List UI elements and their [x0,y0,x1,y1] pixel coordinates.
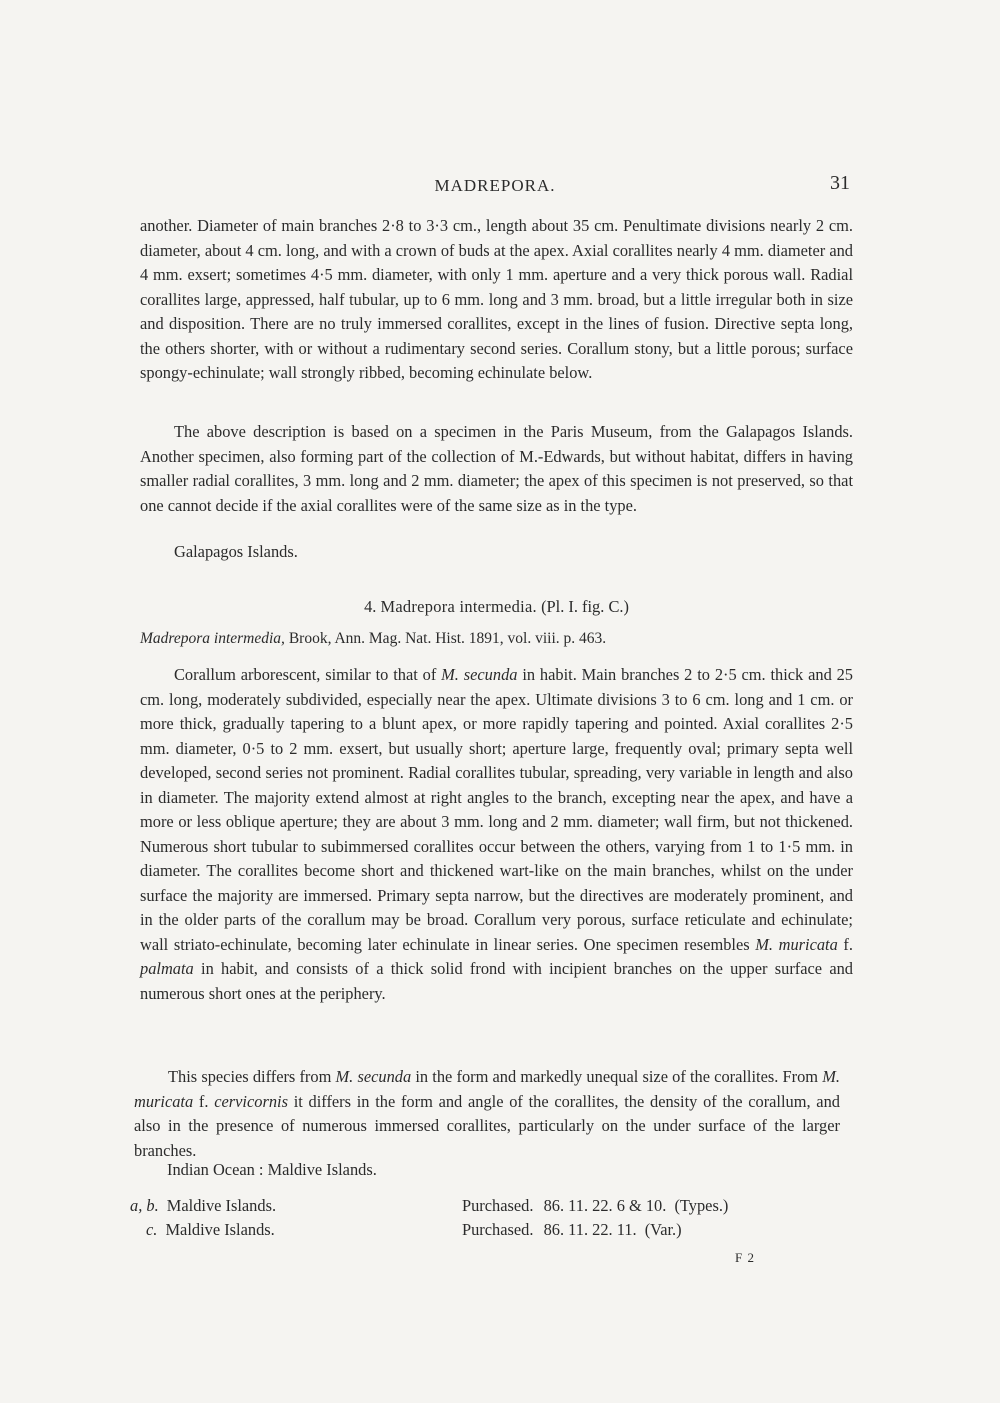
paragraph-description [140,663,853,1006]
page-number: 31 [830,172,850,194]
specimen-status: Purchased. [462,1220,534,1239]
desc-text-f: f. [843,934,853,954]
desc-text-3: in habit, and consists of a thick solid frond with incipient branches on the upper surface and numerous short ones at the periphery. [140,959,853,1003]
specimen-label: a, b. [130,1196,159,1215]
desc-taxon-3: palmata [140,959,194,978]
page-header [140,172,850,202]
specimen-status: Purchased. [462,1196,534,1215]
desc-text-1: Corallum arborescent, similar to that of [174,665,437,684]
specimen-note: (Var.) [644,1220,682,1239]
synonymy [140,630,606,648]
species-name: Madrepora intermedia. [380,597,537,616]
desc-text-2: in habit. Main branches 2 to 2·5 cm. thick and 25 cm. long, moderately subdivided, especially near the apex. Ultimate divisions 3 to 6 cm. long and 1 cm. or more thick, gradually tapering to a blunt apex, or more rapidly tapering and pointed. Axial corallites 2·5 mm. diameter, 0·5 to 2 mm. exsert, but usually short; aperture large, frequently oval; primary septa well developed, second series not prominent. Radial corallites tubular, spreading, very variable in length and also in diameter. The majority extend almost at right angles to the branch, excepting near the apex, and have a more or less oblique aperture; they are about 3 mm. long and 2 mm. diameter; wall firm, but not thickened. Numerous short tubular to subimmersed corallites occur between the others, varying from 1 to 1·5 mm. in diameter. The corallites become short and thickened wart-like on the main branches, whilst on the under surface the majority are immersed. Primary septa narrow, but the directives are moderately prominent, and in the older parts of the corallum may be broad. Corallum very porous, surface reticulate and echinulate; wall striato-echinulate, becoming later echinulate in linear series. One specimen resembles [140,665,854,954]
desc-taxon-2: M. muricata [755,934,838,954]
synonym-name: Madrepora intermedia, [140,630,285,647]
specimen-locality: Maldive Islands. [166,1196,277,1215]
comp-taxon-3: cervicornis [214,1091,288,1111]
comp-text-2: in the form and markedly unequal size of the corallites. From [415,1067,819,1086]
locality-galapagos: Galapagos Islands. [174,542,298,561]
species-number: 4. [364,597,377,616]
paragraph-continued-description: another. Diameter of main branches 2·8 to 3·3 cm., length about 35 cm. Penultimate divisions nearly 2 cm. diameter, about 4 cm. long, and with a crown of buds at the apex. Axial corallites nearly 4 mm. diameter and 4 mm. exsert; sometimes 4·5 mm. diameter, with only 1 mm. aperture and a very thick porous wall. Radial corallites large, appressed, half tubular, up to 6 mm. long and 3 mm. broad, but a little irregular both in size and disposition. There are no truly immersed corallites, except in the lines of fusion. Directive septa long, the others shorter, with or without a rudimentary second series. Corallum stony, but a little porous; surface spongy-echinulate; wall strongly ribbed, becoming echinulate below. [140,216,853,382]
specimen-locality: Maldive Islands. [165,1220,275,1239]
species-plate-ref: (Pl. I. fig. C.) [541,597,629,616]
specimen-row [130,1196,276,1216]
specimen-reg-number: 86. 11. 22. 6 & 10. [543,1196,667,1215]
specimen-row-acquisition [462,1220,682,1240]
comp-text-3: f. [198,1091,209,1111]
comp-taxon-1: M. secunda [335,1067,412,1086]
species-heading [140,597,853,617]
specimen-note: (Types.) [674,1196,729,1215]
distribution: Indian Ocean : Maldive Islands. [167,1160,377,1179]
comp-text-1: This species differs from [168,1067,332,1086]
running-title: MADREPORA. [434,176,556,195]
desc-taxon-1: M. secunda [441,665,518,684]
synonym-reference: Brook, Ann. Mag. Nat. Hist. 1891, vol. viii. p. 463. [288,630,607,647]
specimen-label: c. [146,1220,158,1239]
specimen-row [146,1220,275,1240]
specimen-row-acquisition [462,1196,728,1216]
signature-mark: F 2 [735,1250,755,1265]
specimen-reg-number: 86. 11. 22. 11. [543,1220,637,1239]
comp-taxon-2: M. muricata [134,1067,840,1111]
paragraph-specimen-notes: The above description is based on a specimen in the Paris Museum, from the Galapagos Islands. Another specimen, also forming part of the collection of M.-Edwards, but without habitat, differs in having smaller radial corallites, 3 mm. long and 2 mm. diameter; the apex of this specimen is not preserved, so that one cannot decide if the axial corallites were of the same size as in the type. [140,422,853,515]
comp-text-4: it differs in the form and angle of the corallites, the density of the corallum, and also in the presence of numerous immersed corallites, particularly on the under surface of the larger branches. [134,1091,840,1160]
paragraph-comparison [134,1065,840,1163]
